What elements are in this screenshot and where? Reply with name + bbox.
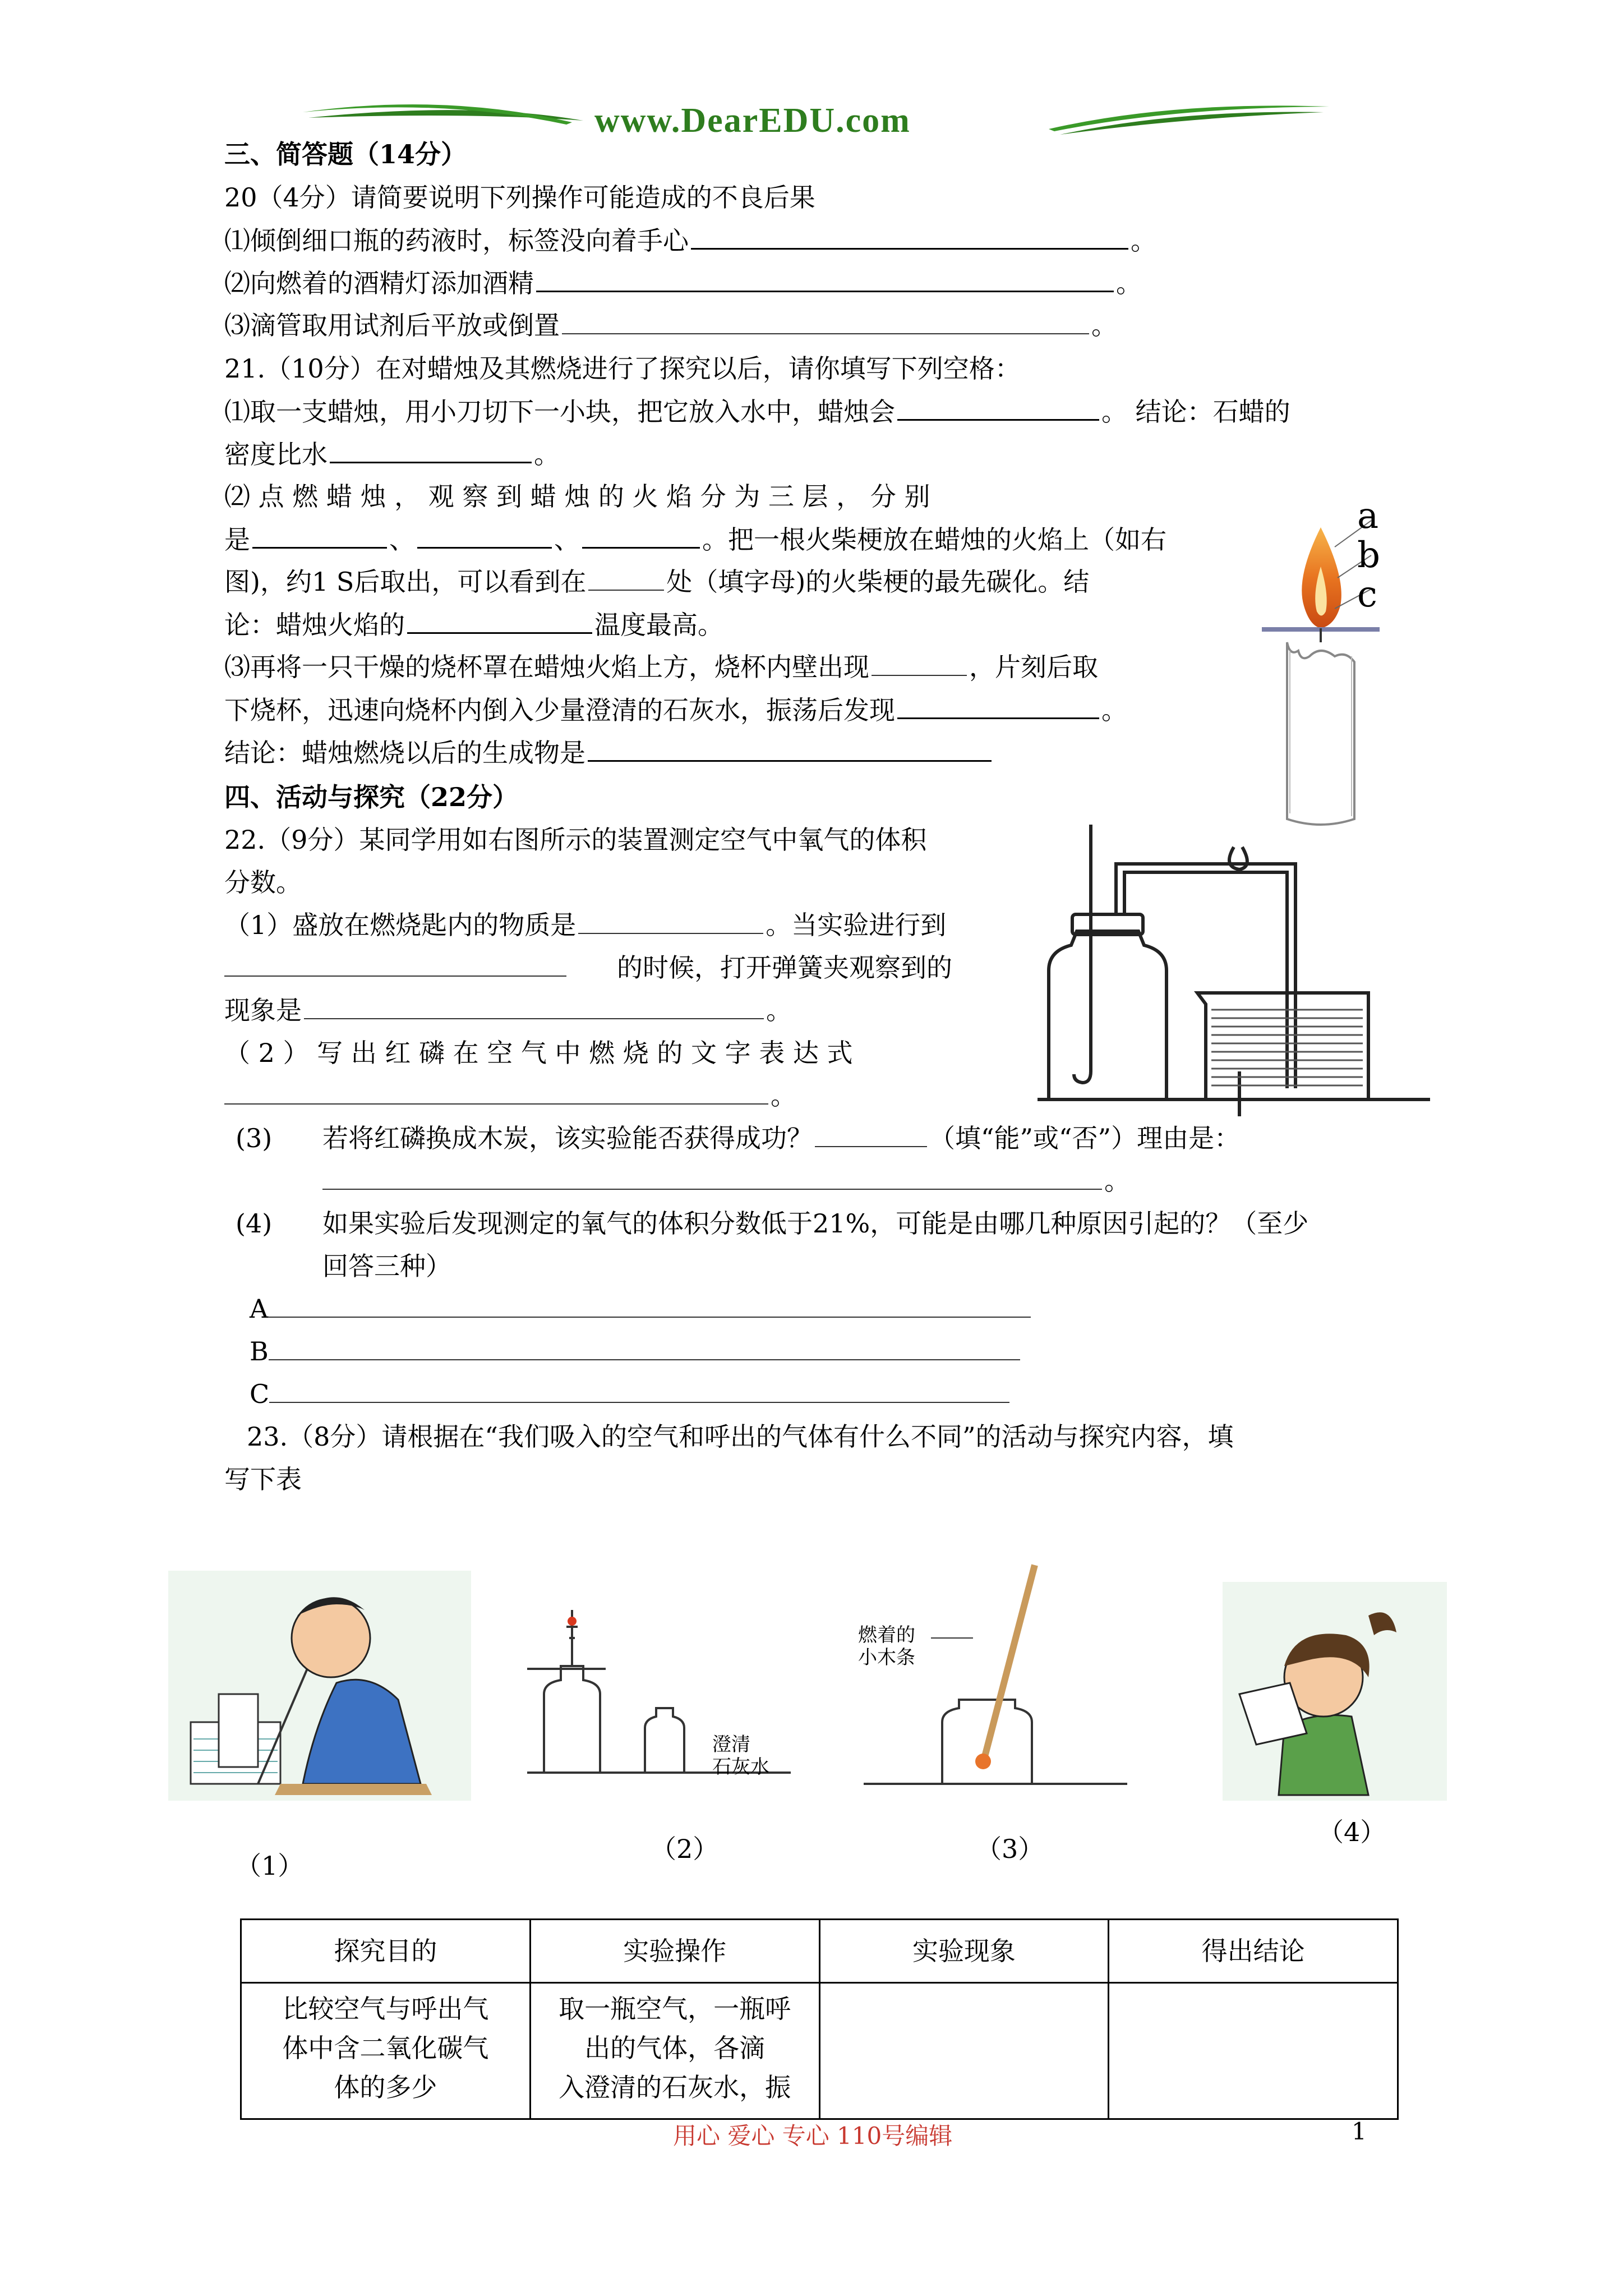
answer-blank[interactable]	[588, 735, 992, 762]
q22-p1-line3: 现象是 。	[224, 993, 792, 1027]
answer-blank[interactable]	[897, 693, 1099, 719]
answer-blank[interactable]	[536, 266, 1114, 292]
answer-blank[interactable]	[691, 223, 1128, 250]
figure-caption-1: （1）	[236, 1851, 304, 1881]
q22-p2-line1: （ 2 ） 写 出 红 磷 在 空 气 中 燃 烧 的 文 字 表 达 式	[224, 1038, 853, 1068]
answer-blank[interactable]	[872, 650, 967, 676]
q23-table	[240, 1918, 1399, 2120]
figure-3-burning-stick	[864, 1559, 1127, 1801]
answer-blank[interactable]	[224, 1079, 768, 1105]
q21-p3-line3: 结论：蜡烛燃烧以后的生成物是	[224, 735, 994, 770]
q22-p4-num: (4)	[236, 1208, 273, 1239]
figure-caption-3: （3）	[976, 1834, 1044, 1864]
table-row	[241, 1983, 1398, 2119]
answer-blank[interactable]	[269, 1335, 1020, 1360]
cell-purpose: 比较空气与呼出气 体中含二氧化碳气 体的多少	[241, 1983, 531, 2119]
cell-conclusion[interactable]	[1109, 1983, 1398, 2119]
answer-blank[interactable]	[582, 522, 700, 549]
table-header-row	[241, 1920, 1398, 1983]
page-number: 1	[1352, 2118, 1367, 2145]
section4-title: 四、活动与探究（22分）	[224, 782, 519, 812]
q22-option-b: B	[250, 1335, 1022, 1368]
flame-label-b: b	[1357, 535, 1380, 576]
answer-blank[interactable]	[417, 522, 552, 549]
answer-blank[interactable]	[252, 522, 387, 549]
q22-p4-line1: 如果实验后发现测定的氧气的体积分数低于21%，可能是由哪几种原因引起的？（至少	[322, 1208, 1309, 1239]
fig2-label-line2: 石灰水	[712, 1756, 769, 1778]
answer-blank[interactable]	[269, 1377, 1009, 1403]
fig3-label-line1: 燃着的	[858, 1624, 915, 1646]
section3-title: 三、简答题（14分）	[224, 139, 467, 169]
answer-blank[interactable]	[330, 437, 532, 463]
q21-p1-line2: 密度比水 。	[224, 437, 560, 471]
q22-p3-line2: 。	[322, 1164, 1130, 1198]
q22-p3-line1: 若将红磷换成木炭，该实验能否获得成功？ （填“能”或“否”）理由是：	[322, 1121, 1240, 1155]
header-purpose: 探究目的	[241, 1920, 531, 1983]
q20-item-c: ⑶滴管取用试剂后平放或倒置 。	[224, 309, 1117, 342]
q22-option-a: A	[250, 1292, 1033, 1326]
header-operation: 实验操作	[530, 1920, 819, 1983]
q22-p3-num: (3)	[236, 1123, 273, 1153]
header-conclusion: 得出结论	[1109, 1920, 1398, 1983]
q21-p2-line1: ⑵ 点 燃 蜡 烛 ， 观 察 到 蜡 烛 的 火 焰 分 为 三 层 ， 分 别	[224, 481, 930, 512]
answer-blank[interactable]	[897, 394, 1099, 421]
figure-caption-4: （4）	[1318, 1817, 1386, 1847]
answer-blank[interactable]	[322, 1164, 1102, 1190]
q22-p2-line2: 。	[224, 1079, 796, 1112]
answer-blank[interactable]	[407, 608, 592, 634]
answer-blank[interactable]	[562, 309, 1089, 334]
q21-p2-line3: 图)，约1 S后取出，可以看到在 处（填字母)的火柴梗的最先碳化。结	[224, 565, 1089, 599]
oxygen-apparatus-figure	[1038, 825, 1430, 1116]
q20-item-b: ⑵向燃着的酒精灯添加酒精 。	[224, 266, 1142, 300]
q22-p1-line2: 的时候，打开弹簧夹观察到的	[224, 951, 952, 984]
q21-stem: 21.（10分）在对蜡烛及其燃烧进行了探究以后，请你填写下列空格：	[224, 353, 1021, 384]
q20-stem: 20（4分）请简要说明下列操作可能造成的不良后果	[224, 182, 815, 213]
answer-blank[interactable]	[224, 951, 566, 977]
q23-stem-line1: 23.（8分）请根据在“我们吸入的空气和呼出的气体有什么不同”的活动与探究内容，填	[247, 1421, 1234, 1452]
q21-p1-line1: ⑴取一支蜡烛，用小刀切下一小块，把它放入水中，蜡烛会 。 结论：石蜡的	[224, 394, 1290, 429]
cell-operation: 取一瓶空气，一瓶呼 出的气体，各滴 入澄清的石灰水，振	[530, 1983, 819, 2119]
q21-p3-line2: 下烧杯，迅速向烧杯内倒入少量澄清的石灰水，振荡后发现 。	[224, 693, 1127, 727]
flame-label-a: a	[1357, 495, 1379, 537]
q22-stem-line1: 22.（9分）某同学用如右图所示的装置测定空气中氧气的体积	[224, 825, 927, 855]
q23-stem-line2: 写下表	[224, 1464, 302, 1494]
answer-blank[interactable]	[268, 1292, 1031, 1318]
answer-blank[interactable]	[304, 993, 764, 1019]
cell-phenomenon[interactable]	[819, 1983, 1109, 2119]
figure-4-girl-breathing	[1223, 1582, 1447, 1801]
q20-item-a: ⑴倾倒细口瓶的药液时，标签没向着手心 。	[224, 223, 1156, 257]
q22-option-c: C	[250, 1377, 1012, 1411]
fig2-label-line1: 澄清	[712, 1733, 750, 1756]
flame-label-c: c	[1357, 574, 1377, 615]
fig3-label-line2: 小木条	[858, 1646, 915, 1669]
q21-p2-line2: 是 、 、 。把一根火柴梗放在蜡烛的火焰上（如右	[224, 522, 1166, 556]
header-phenomenon: 实验现象	[819, 1920, 1109, 1983]
header-site-url[interactable]: www.DearEDU.com	[594, 102, 911, 140]
q22-p4-line2: 回答三种）	[322, 1251, 451, 1281]
candle-flame-figure	[1256, 494, 1424, 830]
figure-1-boy-blowing	[168, 1571, 471, 1801]
answer-blank[interactable]	[578, 908, 763, 934]
footer-text: 用心 爱心 专心 110号编辑	[673, 2122, 953, 2150]
q21-p3-line1: ⑶再将一只干燥的烧杯罩在蜡烛火焰上方，烧杯内壁出现 ，片刻后取	[224, 650, 1098, 684]
figure-caption-2: （2）	[651, 1834, 719, 1864]
answer-blank[interactable]	[588, 565, 664, 591]
answer-blank[interactable]	[815, 1121, 927, 1147]
q22-stem-line2: 分数。	[224, 867, 302, 898]
q21-p2-line4: 论：蜡烛火焰的 温度最高。	[224, 608, 723, 642]
q22-p1-line1: （1）盛放在燃烧匙内的物质是 。当实验进行到	[224, 908, 946, 942]
